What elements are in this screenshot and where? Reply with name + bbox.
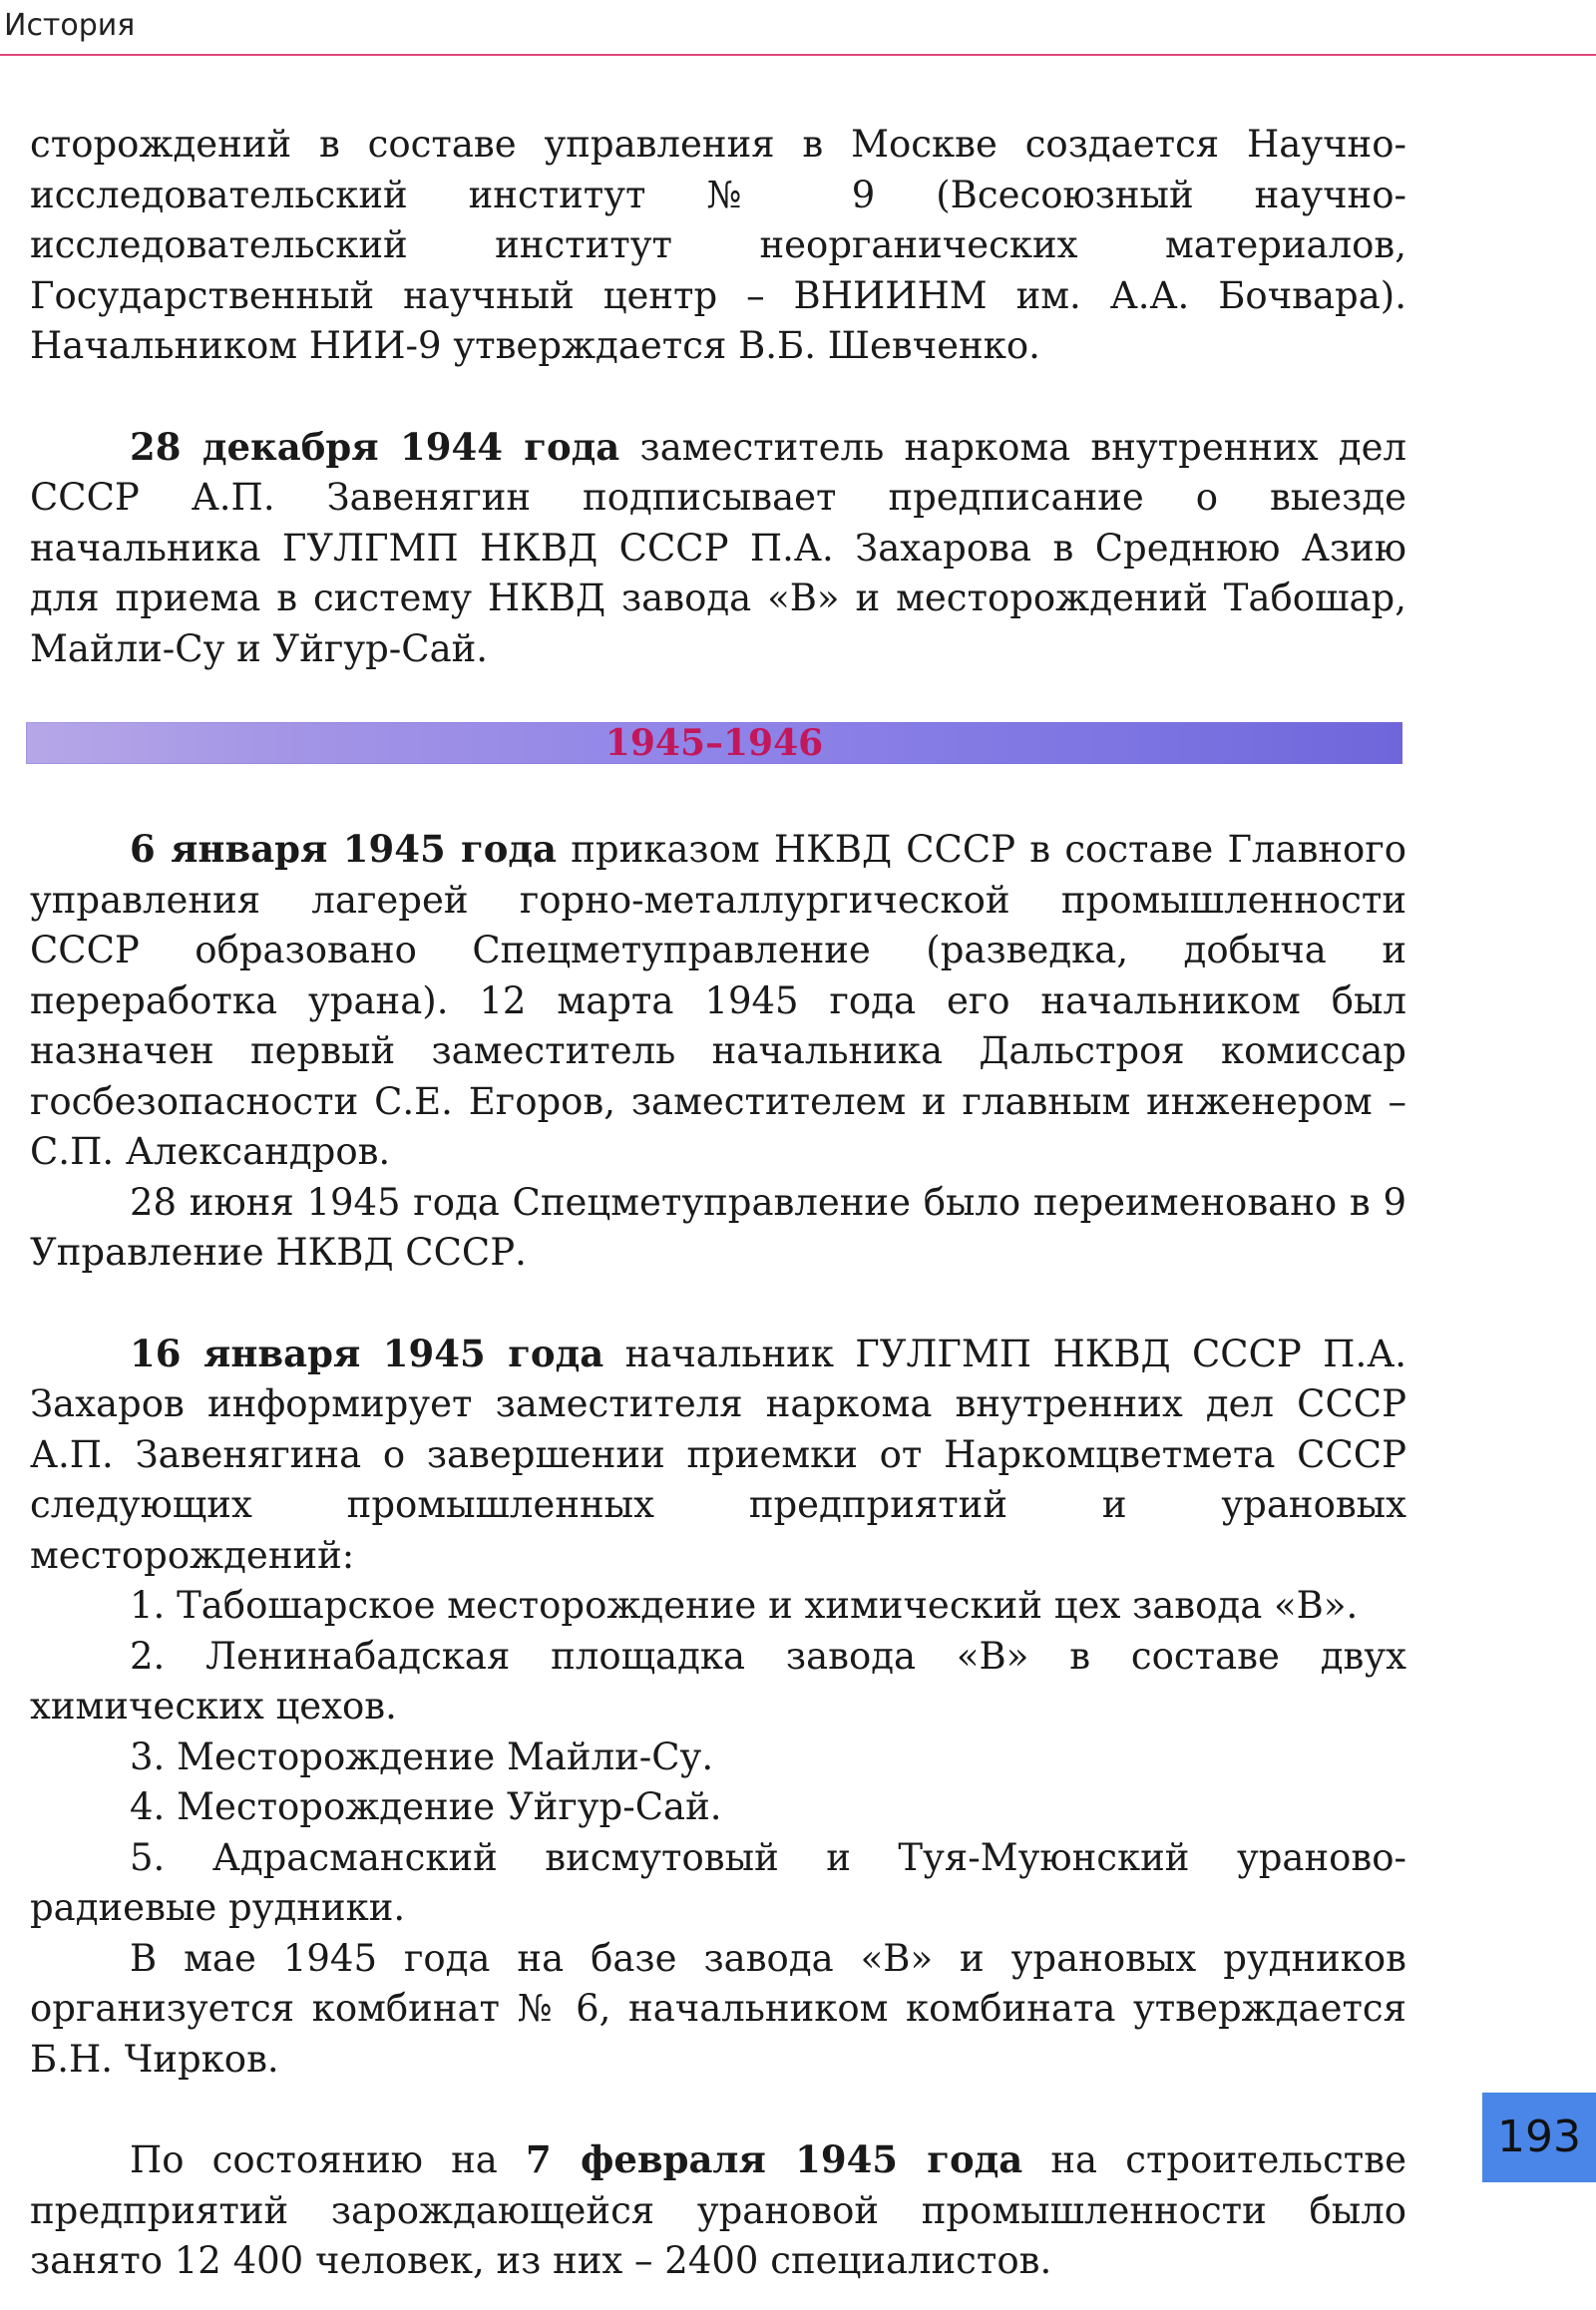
paragraph-text: на строительстве предприятий зарождающейся урановой промышленности было занято 12 400 человек, из них – 2400 специалистов. — [30, 2138, 1406, 2282]
running-title: История — [4, 8, 136, 43]
section-band — [26, 722, 1402, 764]
paragraph-dec-1944 — [30, 422, 1406, 675]
paragraph-continuation: сторождений в составе управления в Москве создается Научно-исследовательский институт № 9 (Всесоюзный научно-исследовательский институт неорганических материалов, Государственный научный центр – ВНИИНМ им. А.А. Бочвара). Начальником НИИ-9 утверждается В.Б. Шевченко. — [30, 123, 1406, 367]
running-header — [0, 0, 1596, 56]
date-highlight: 28 декабря 1944 года — [130, 424, 620, 469]
paragraph-jan16-1945 — [30, 1329, 1406, 1582]
paragraph-jan6-1945 — [30, 824, 1406, 1178]
list-item: 4. Месторождение Уйгур-Сай. — [130, 1785, 722, 1828]
section-title: 1945–1946 — [604, 722, 824, 764]
paragraph-text: заместитель наркома внутренних дел СССР А.П. Завенягин подписывает предписание о выезде начальника ГУЛГМП НКВД СССР П.А. Захарова в Среднюю Азию для приема в систему НКВД завода «В» и месторождений Табошар, Майли-Су и Уйгур-Сай. — [30, 425, 1406, 670]
list-item: 2. Ленинабадская площадка завода «В» в составе двух химических цехов. — [30, 1634, 1406, 1728]
page-body — [30, 120, 1406, 2287]
date-highlight: 16 января 1945 года — [130, 1331, 604, 1375]
paragraph-jun28-1945: 28 июня 1945 года Спецметуправление было переименовано в 9 Управление НКВД СССР. — [30, 1180, 1406, 1274]
list-item: 1. Табошарское месторождение и химический цех завода «В». — [130, 1584, 1359, 1627]
paragraph-text: начальник ГУЛГМП НКВД СССР П.А. Захаров информирует заместителя наркома внутренних дел СССР А.П. Завенягина о завершении приемки от Наркомцветмета СССР следующих промышленных предприятий и урановых месторождений: — [30, 1332, 1406, 1577]
list-item: 5. Адрасманский висмутовый и Туя-Муюнский ураново-радиевые рудники. — [30, 1835, 1406, 1929]
paragraph-text: По состоянию на — [130, 2138, 526, 2181]
date-highlight: 6 января 1945 года — [130, 827, 558, 871]
list-item: 3. Месторождение Майли-Су. — [130, 1734, 714, 1778]
date-highlight: 7 февраля 1945 года — [525, 2137, 1023, 2181]
paragraph-may-1945: В мае 1945 года на базе завода «В» и урановых рудников организуется комбинат № 6, начальником комбината утверждается Б.Н. Чирков. — [30, 1936, 1406, 2081]
page-number-tab: 193 — [1482, 2093, 1596, 2182]
paragraph-feb7-1945 — [30, 2134, 1406, 2287]
paragraph-text: приказом НКВД СССР в составе Главного управления лагерей горно-металлургической промышленности СССР образовано Спецметуправление (разведка, добыча и переработка урана). 12 марта 1945 года его начальником был назначен первый заместитель начальника Дальстроя комиссар госбезопасности С.Е. Егоров, заместителем и главным инженером – С.П. Александров. — [30, 828, 1406, 1173]
